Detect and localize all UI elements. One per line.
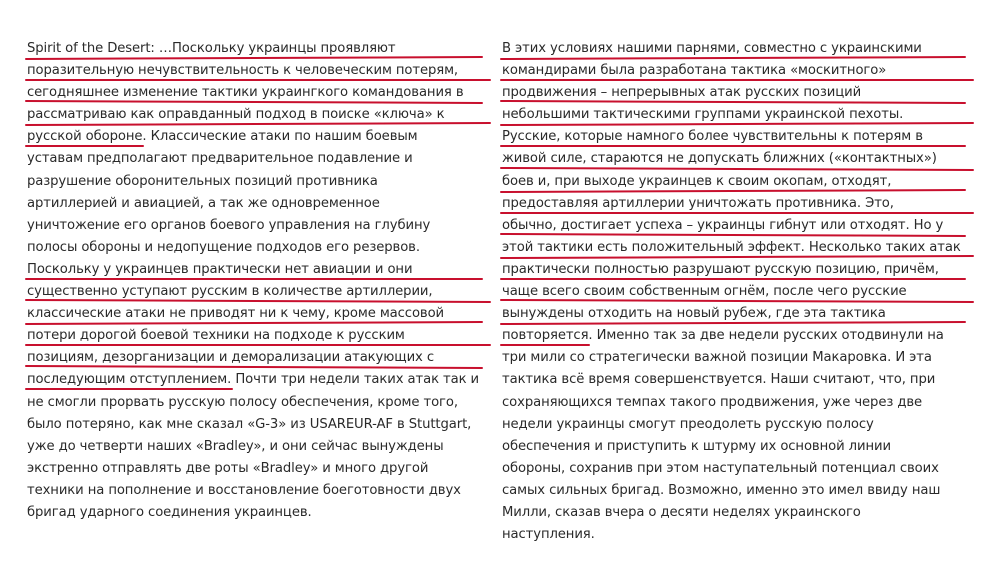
text-line: уже до четверти наших «Bradley», и они сейчас вынуждены — [27, 438, 444, 454]
text-line: В этих условиях нашими парнями, совместно с украинскими — [502, 38, 980, 60]
text-line: чаще всего своим собственным огнём, после чего русские — [502, 281, 980, 303]
text-line: разрушение оборонительных позиций противника — [27, 173, 378, 189]
text-line: сохраняющихся темпах такого продвижения, уже через две — [502, 394, 923, 410]
text-line: обычно, достигает успеха – украинцы гибнут или отходят. Но у — [502, 215, 980, 237]
text-line: уставам предполагают предварительное подавление и — [27, 151, 413, 167]
text-line: техники на пополнение и восстановление боеготовности двух — [27, 482, 461, 498]
text-line: боев и, при выходе украинцев к своим окопам, отходят, — [502, 171, 980, 193]
text-line: командирами была разработана тактика «москитного» — [502, 60, 980, 82]
underlined-segment: русской обороне — [27, 129, 143, 145]
text-line: классические атаки не приводят ни к чему, кроме массовой — [27, 303, 497, 325]
text-line: самых сильных бригад. Возможно, именно это имел ввиду наш — [502, 482, 941, 498]
text-line: существенно уступают русским в количестве артиллерии, — [27, 281, 497, 303]
text-line: было потеряно, как мне сказал «G-3» из USAREUR-AF в Stuttgart, — [27, 416, 472, 432]
text-line: потери дорогой боевой техники на подходе к русским — [27, 325, 497, 347]
text-line: уничтожение его органов боевого управления на глубину — [27, 217, 431, 233]
left-text-column — [27, 38, 497, 524]
text-line: Русские, которые намного более чувствительны к потерям в — [502, 126, 980, 148]
text-line: живой силе, стараются не допускать ближних («контактных») — [502, 148, 980, 170]
text-line: рассматриваю как оправданный подход в поиске «ключа» к — [27, 104, 497, 126]
text-line: Поскольку у украинцев практически нет авиации и они — [27, 259, 497, 281]
text-line: небольшими тактическими группами украинской пехоты. — [502, 104, 980, 126]
text-line — [27, 369, 497, 391]
plain-segment: . Именно так за две недели русских отодвинули на — [588, 328, 944, 344]
text-line: Милли, сказав вчера о десяти неделях украинского — [502, 504, 861, 520]
text-line: этой тактики есть положительный эффект. Несколько таких атак — [502, 237, 980, 259]
text-line: наступления. — [502, 527, 595, 543]
text-line: недели украинцы смогут преодолеть русскую полосу — [502, 416, 874, 432]
text-line: практически полностью разрушают русскую позицию, причём, — [502, 259, 980, 281]
text-line: артиллерией и авиацией, а так же одновременное — [27, 195, 380, 211]
text-line: бригад ударного соединения украинцев. — [27, 504, 312, 520]
text-line: не смогли прорвать русскую полосу обеспечения, кроме того, — [27, 394, 458, 410]
text-line: обеспечения и приступить к штурму их основной линии — [502, 438, 891, 454]
text-line: предоставляя артиллерии уничтожать противника. Это, — [502, 193, 980, 215]
plain-segment: . Классические атаки по нашим боевым — [142, 129, 418, 145]
right-text-column — [502, 38, 980, 546]
text-line: экстренно отправлять две роты «Bradley» и много другой — [27, 460, 429, 476]
underlined-segment: последующим отступлением. — [27, 372, 232, 388]
text-line: сегодняшнее изменение тактики украингкого командования в — [27, 82, 497, 104]
text-line: продвижения – непрерывных атак русских позиций — [502, 82, 980, 104]
text-line — [502, 325, 980, 347]
text-line: три мили со стратегически важной позиции Макаровка. И эта — [502, 350, 932, 366]
text-line: позициям, дезорганизации и деморализации атакующих с — [27, 347, 497, 369]
text-line: полосы обороны и недопущение подходов его резервов. — [27, 239, 420, 255]
text-line: тактика всё время совершенствуется. Наши считают, что, при — [502, 372, 936, 388]
text-line: Spirit of the Desert: …Поскольку украинцы проявляют — [27, 38, 497, 60]
text-line — [27, 126, 497, 148]
plain-segment: Почти три недели таких атак так и — [231, 372, 480, 388]
text-line: вынуждены отходить на новый рубеж, где эта тактика — [502, 303, 980, 325]
underlined-segment: повторяется — [502, 328, 589, 344]
text-line: поразительную нечувствительность к человеческим потерям, — [27, 60, 497, 82]
text-line: обороны, сохранив при этом наступательный потенциал своих — [502, 460, 939, 476]
